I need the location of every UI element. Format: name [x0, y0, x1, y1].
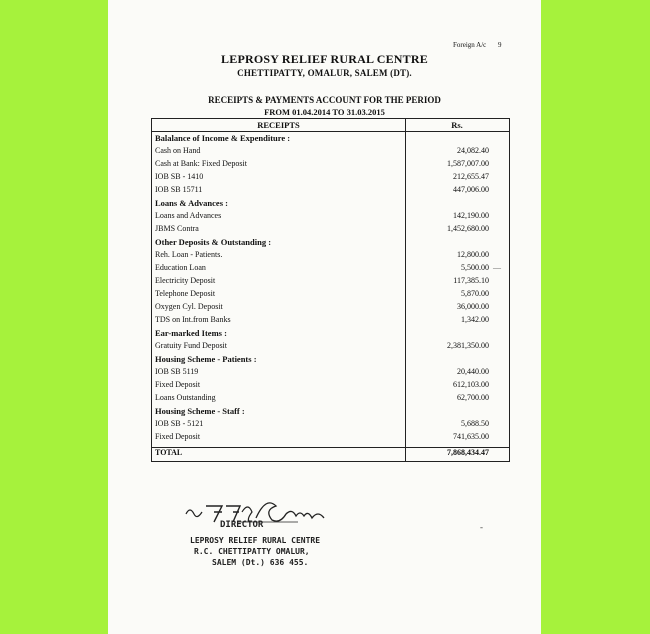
row-label: TDS on Int.from Banks: [155, 315, 231, 324]
row-amount: 5,500.00: [461, 263, 489, 272]
row-amount: 36,000.00: [457, 302, 489, 311]
row-label: IOB SB - 1410: [155, 172, 204, 181]
corner-reference: [453, 41, 502, 49]
col-amount-header: Rs.: [451, 120, 463, 130]
table-row: [152, 211, 509, 224]
page-number: 9: [498, 41, 502, 49]
row-label: Cash on Hand: [155, 146, 201, 155]
section-heading-row: [152, 133, 509, 146]
org-name: LEPROSY RELIEF RURAL CENTRE: [221, 52, 428, 66]
pen-tick-mark: —: [493, 263, 501, 272]
table-row: [152, 263, 509, 276]
section-heading-row: [152, 198, 509, 211]
row-label: Fixed Deposit: [155, 432, 201, 441]
row-amount: 2,381,350.00: [447, 341, 489, 350]
stray-mark: -: [480, 522, 483, 532]
row-amount: 612,103.00: [453, 380, 489, 389]
total-label: TOTAL: [155, 448, 183, 457]
row-label: Housing Scheme - Staff :: [155, 406, 245, 416]
table-row: [152, 380, 509, 393]
table-row: [152, 341, 509, 354]
row-amount: 1,587,007.00: [447, 159, 489, 168]
report-period: FROM 01.04.2014 TO 31.03.2015: [264, 107, 385, 117]
corner-label: Foreign A/c: [453, 41, 487, 49]
table-row: [152, 432, 509, 445]
table-row: [152, 315, 509, 328]
table-row: [152, 302, 509, 315]
org-address: CHETTIPATTY, OMALUR, SALEM (DT).: [237, 68, 412, 78]
table-row: [152, 419, 509, 432]
col-receipts-header: RECEIPTS: [257, 120, 300, 130]
section-heading-row: [152, 328, 509, 341]
row-label: Ear-marked Items :: [155, 328, 227, 338]
table-row: [152, 289, 509, 302]
row-label: Other Deposits & Outstanding :: [155, 237, 272, 247]
table-row: [152, 393, 509, 406]
director-title: DIRECTOR: [220, 520, 264, 530]
total-row: [152, 447, 509, 461]
row-amount: 1,342.00: [461, 315, 489, 324]
row-amount: 1,452,680.00: [447, 224, 489, 233]
row-label: Reh. Loan - Patients.: [155, 250, 223, 259]
row-label: Electricity Deposit: [155, 276, 216, 285]
row-label: Oxygen Cyl. Deposit: [155, 302, 223, 311]
row-amount: 212,655.47: [453, 172, 489, 181]
row-label: Loans Outstanding: [155, 393, 216, 402]
receipts-table: [151, 118, 510, 462]
row-amount: 62,700.00: [457, 393, 489, 402]
row-label: JBMS Contra: [155, 224, 199, 233]
table-row: [152, 276, 509, 289]
section-heading-row: [152, 354, 509, 367]
row-label: Telephone Deposit: [155, 289, 216, 298]
section-heading-row: [152, 406, 509, 419]
stamp-line-1: LEPROSY RELIEF RURAL CENTRE: [190, 536, 321, 545]
row-label: Gratuity Fund Deposit: [155, 341, 227, 350]
document-page: [108, 0, 541, 634]
row-label: Fixed Deposit: [155, 380, 201, 389]
row-label: IOB SB 15711: [155, 185, 203, 194]
table-row: [152, 224, 509, 237]
row-label: Cash at Bank: Fixed Deposit: [155, 159, 247, 168]
table-header: [152, 119, 509, 132]
row-amount: 12,800.00: [457, 250, 489, 259]
row-amount: 5,688.50: [461, 419, 489, 428]
table-row: [152, 146, 509, 159]
row-label: IOB SB - 5121: [155, 419, 204, 428]
row-label: Balalance of Income & Expenditure :: [155, 133, 291, 143]
row-amount: 117,385.10: [453, 276, 489, 285]
stamp-line-3: SALEM (Dt.) 636 455.: [212, 558, 309, 567]
table-row: [152, 185, 509, 198]
row-amount: 24,082.40: [457, 146, 489, 155]
row-label: Loans and Advances: [155, 211, 222, 220]
stamp-line-2: R.C. CHETTIPATTY OMALUR,: [194, 547, 310, 556]
table-row: [152, 367, 509, 380]
director-signature: [178, 492, 368, 532]
row-amount: 142,190.00: [453, 211, 489, 220]
row-label: IOB SB 5119: [155, 367, 199, 376]
row-label: Education Loan: [155, 263, 206, 272]
row-label: Loans & Advances :: [155, 198, 228, 208]
table-row: [152, 172, 509, 185]
row-label: Housing Scheme - Patients :: [155, 354, 257, 364]
table-row: [152, 250, 509, 263]
row-amount: 5,870.00: [461, 289, 489, 298]
total-amount: 7,868,434.47: [447, 448, 489, 457]
report-title: RECEIPTS & PAYMENTS ACCOUNT FOR THE PERIOD: [208, 95, 441, 105]
row-amount: 20,440.00: [457, 367, 489, 376]
row-amount: 741,635.00: [453, 432, 489, 441]
table-row: [152, 159, 509, 172]
row-amount: 447,006.00: [453, 185, 489, 194]
section-heading-row: [152, 237, 509, 250]
